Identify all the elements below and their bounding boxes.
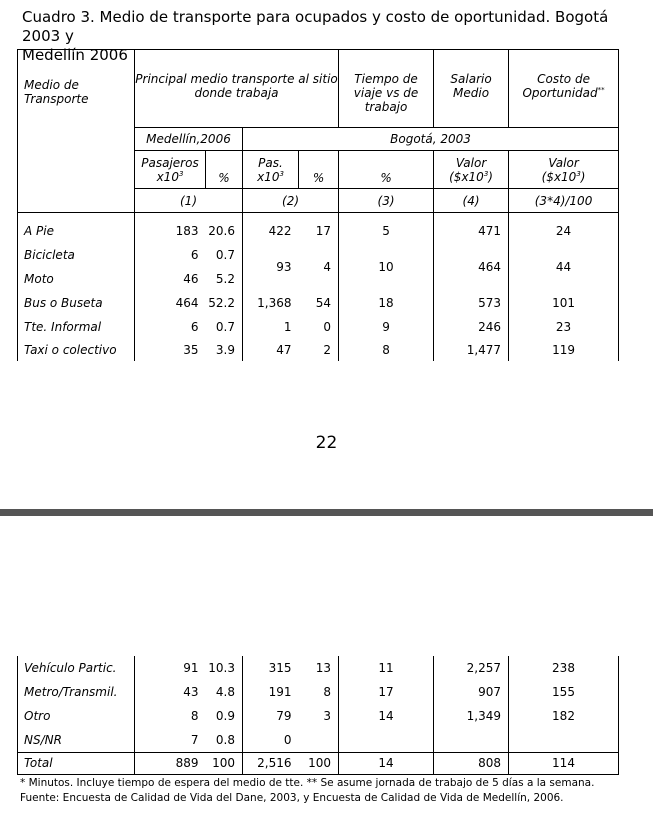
table-row [18,704,619,728]
header-medellin: Medellín,2006 [135,128,243,151]
cell-pct-med: 10.3 [206,656,243,680]
header-pct-tiempo: % [339,151,434,189]
cell-tiempo: 5 [339,219,434,243]
cell-costo: 155 [509,680,619,704]
cell-pct-bog: 17 [299,219,339,243]
cell-pas-med: 7 [135,728,206,752]
cell-salario [434,728,509,752]
cell-pas-bog: 79 [276,709,292,723]
cell-pct-med: 20.6 [206,219,243,243]
cell-pct-med: 3.9 [206,339,243,361]
pasajeros-unit: x10 [156,169,179,184]
cell-pct-bog-merged: 4 [299,243,339,291]
header-bogota: Bogotá, 2003 [243,128,619,151]
total-label: Total [18,752,135,774]
pas-label: Pas. [258,155,283,170]
cell-pct-bog: 0 [299,315,339,339]
row-label: Tte. Informal [18,315,135,339]
caption-line-1: Cuadro 3. Medio de transporte para ocupados y costo de oportunidad. Bogotá 2003 y [22,8,609,45]
row-label: Bus o Buseta [18,291,135,315]
cell-salario-merged: 464 [434,243,509,291]
page-break-divider [0,509,653,516]
pasajeros-label: Pasajeros [141,155,199,170]
cell-pas-bog: 1 [283,319,292,334]
cell-pct-med: 0.7 [206,243,243,267]
pas-unit: x10 [257,169,280,184]
cell-pas-bog: 191 [268,685,292,699]
cell-pas-bog: 315 [268,661,292,675]
header-costo-label: Costo de Oportunidad [522,72,598,100]
cell-pas-med: 6 [190,247,199,262]
cell-pas-med: 91 [183,661,199,675]
valor-unit-close: ) [488,169,493,184]
row-label: NS/NR [18,728,135,752]
footnote-note: * Minutos. Incluye tiempo de espera del medio de tte. ** Se asume jornada de trabajo de 5 días a la semana. [20,777,595,789]
header-costo-mark: ** [597,86,605,94]
table-row [18,728,619,752]
pasajeros-unit-exp: 3 [178,169,184,178]
col-index-1: (1) [135,189,243,213]
header-tiempo: Tiempo de viaje vs de trabajo [339,50,434,128]
cell-salario: 1,477 [434,339,509,361]
header-medio: Medio de Transporte [18,50,135,213]
cell-costo: 23 [509,315,619,339]
cell-pas-med: 8 [190,709,199,723]
header-row-1 [18,50,619,128]
caption-line-2: Medellín 2006 [22,46,128,64]
cell-pct-bog: 8 [299,680,339,704]
header-costo [509,50,619,128]
valor-unit-close: ) [580,169,586,184]
cell-costo: 101 [509,291,619,315]
total-salario: 808 [434,752,509,774]
table-row [18,339,619,361]
valor-label: Valor [455,155,487,170]
cell-tiempo: 9 [339,315,434,339]
table-row [18,680,619,704]
col-index-4: (4) [434,189,509,213]
cell-pas-med: 464 [175,295,199,310]
valor-unit: ($x10 [541,169,577,184]
cell-salario: 1,349 [434,704,509,728]
cell-tiempo [339,728,434,752]
header-principal: Principal medio transporte al sitio donde trabaja [135,50,339,128]
row-label: Metro/Transmil. [18,680,135,704]
header-valor-salario [434,151,509,189]
total-tiempo: 14 [339,752,434,774]
transport-table-bottom [17,656,619,775]
header-salario: Salario Medio [434,50,509,128]
cell-pas-bog: 47 [276,342,292,357]
cell-pas-med: 43 [183,685,199,699]
cell-pct-med: 52.2 [206,291,243,315]
cell-costo-merged: 44 [509,243,619,291]
cell-pct-med: 4.8 [206,680,243,704]
header-pct-bogota: % [299,151,339,189]
cell-tiempo: 17 [339,680,434,704]
valor-unit: ($x10 [449,169,484,184]
cell-salario: 246 [434,315,509,339]
total-pas-bog: 2,516 [243,752,299,774]
cell-pas-med: 35 [183,342,199,357]
row-label: Bicicleta [18,243,135,267]
total-pct-med: 100 [206,752,243,774]
cell-costo: 24 [509,219,619,243]
cell-pas-med: 183 [175,223,199,238]
cell-pas-bog-merged: 93 [276,259,292,274]
table-row [18,315,619,339]
cell-costo: 182 [509,704,619,728]
pas-unit-exp: 3 [279,169,284,178]
header-pct-medellin: % [206,151,243,189]
header-valor-costo [509,151,619,189]
col-index-5: (3*4)/100 [509,189,619,213]
total-row [18,752,619,774]
table-row [18,656,619,680]
row-label: A Pie [18,219,135,243]
cell-pct-med: 0.7 [206,315,243,339]
row-label: Taxi o colectivo [18,339,135,361]
cell-pas-bog: 0 [243,728,299,752]
cell-pas-med: 46 [183,271,199,286]
cell-tiempo-merged: 10 [339,243,434,291]
cell-pas-med: 6 [190,319,199,334]
total-pas-med: 889 [135,752,206,774]
cell-costo: 238 [509,656,619,680]
header-pas [243,151,299,189]
cell-pct-med: 0.9 [206,704,243,728]
cell-pas-bog: 422 [268,223,292,238]
page-number: 22 [315,433,338,453]
footnotes [20,776,650,806]
table-row [18,243,619,267]
cell-tiempo: 18 [339,291,434,315]
cell-salario: 907 [434,680,509,704]
cell-pct-bog: 54 [299,291,339,315]
cell-salario: 573 [434,291,509,315]
col-index-2: (2) [243,189,339,213]
header-pasajeros [135,151,206,189]
cell-tiempo: 11 [339,656,434,680]
table-row [18,219,619,243]
table-row [18,291,619,315]
transport-table-top [17,49,619,361]
cell-salario: 2,257 [434,656,509,680]
valor-unit-exp: 3 [576,169,581,178]
cell-pct-bog: 13 [299,656,339,680]
valor-label: Valor [548,155,579,170]
row-label: Vehículo Partic. [18,656,135,680]
cell-pct-med: 0.8 [206,728,243,752]
cell-pct-med: 5.2 [206,267,243,291]
cell-pct-bog: 2 [299,339,339,361]
cell-costo: 119 [509,339,619,361]
footnote-source: Fuente: Encuesta de Calidad de Vida del Dane, 2003, y Encuesta de Calidad de Vida de Medellín, 2006. [20,792,564,804]
row-label: Moto [18,267,135,291]
col-index-3: (3) [339,189,434,213]
cell-salario: 471 [434,219,509,243]
cell-costo [509,728,619,752]
cell-pct-bog: 3 [299,704,339,728]
total-costo: 114 [509,752,619,774]
row-label: Otro [18,704,135,728]
cell-pas-bog: 1,368 [257,295,292,310]
cell-pct-bog [299,728,339,752]
cell-tiempo: 14 [339,704,434,728]
cell-tiempo: 8 [339,339,434,361]
valor-unit-exp: 3 [483,169,489,178]
total-pct-bog: 100 [299,752,339,774]
